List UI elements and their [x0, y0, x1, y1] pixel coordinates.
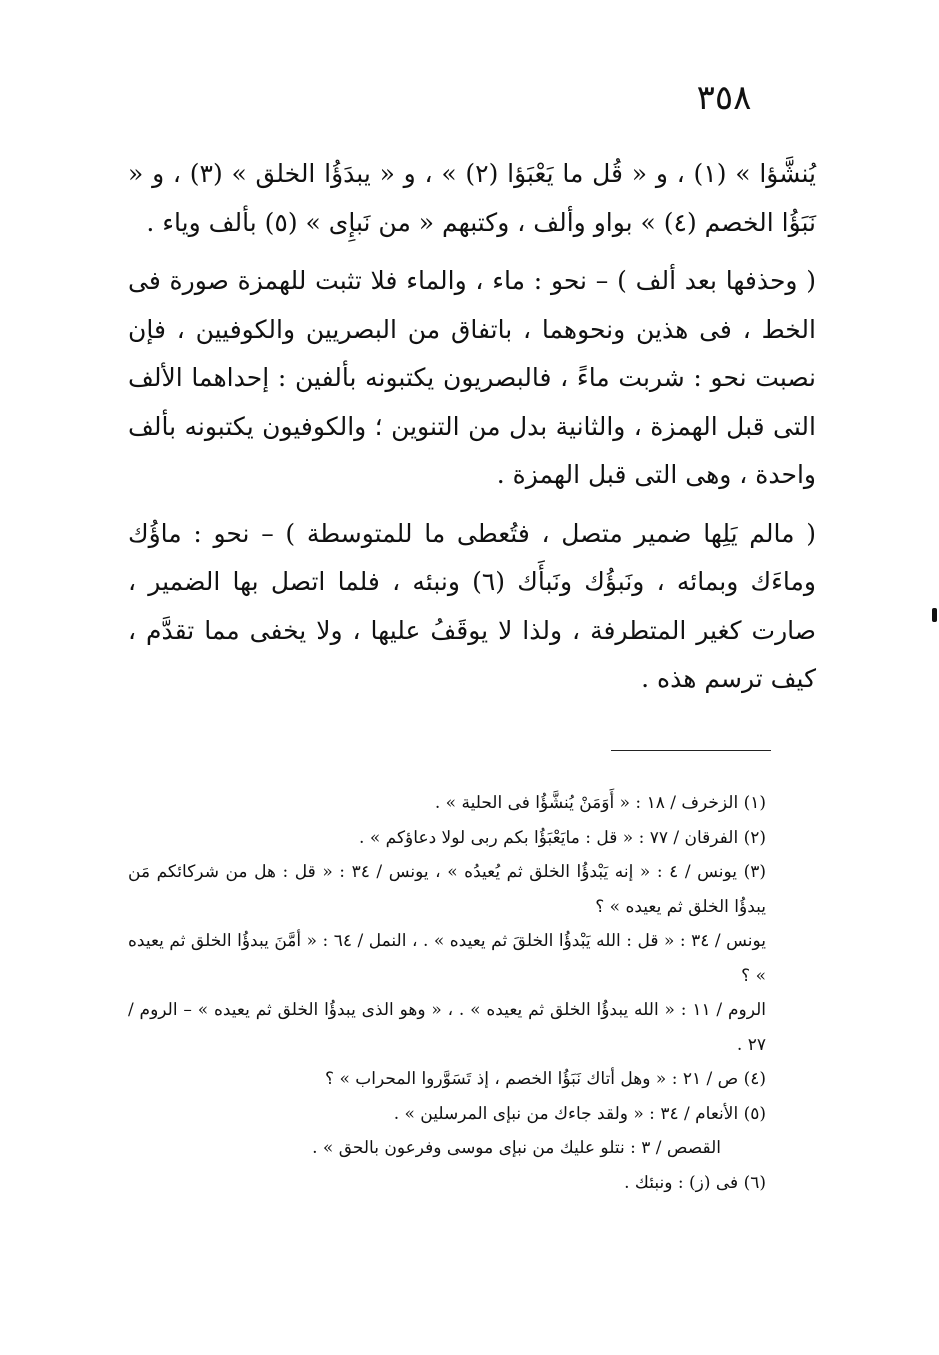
- footnote-2: (٢) الفرقان / ٧٧ : « قل : مايَعْبَؤُا بكم ربى لولا دعاؤكم » .: [359, 827, 766, 848]
- footnote-4: (٤) ص / ٢١ : « وهل أتاك نَبَؤُا الخصم ، إذ تَسَوَّروا المحراب » ؟: [325, 1069, 766, 1089]
- footnote-3-continued: يونس / ٣٤ : « قل : الله يَبْدؤُا الخلقَ ثم يعيده » . ، النمل / ٦٤ : « أمَّنَ يبدؤُا الخلق ثم يعيده » ؟: [128, 931, 766, 986]
- footnotes: [128, 786, 816, 1200]
- paragraph-3: ( مالم يَلِها ضمير متصل ، فتُعطى ما للمتوسطة ) – نحو : ماؤُك وماءَك وبمائه ، ونَبؤُك ونَبأَك (٦) ونبئه ، فلما اتصل بها الضمير ، صارت كغير المتطرفة ، ولذا لا يوقَفُ عليها ، ولا يخفى مما تقدَّم ، كيف ترسم هذه .: [128, 518, 816, 693]
- scan-edge-mark: [932, 608, 937, 622]
- paragraph-2: ( وحذفها بعد ألف ) – نحو : ماء ، والماء فلا تثبت للهمزة صورة فى الخط ، فى هذين ونحوهما ، باتفاق من البصريين والكوفيين ، فإن نصبت نحو : شربت ماءً ، فالبصريون يكتبونه بألفين : إحداهما الألف التى قبل الهمزة ، والثانية بدل من التنوين ؛ والكوفيون يكتبونه بألف واحدة ، وهى التى قبل الهمزة .: [128, 266, 816, 489]
- footnote-3-continued-2: الروم / ١١ : « الله يبدؤُا الخلق ثم يعيده » . ، « وهو الذى يبدؤُا الخلق ثم يعيده » – الروم / ٢٧ .: [128, 1000, 766, 1055]
- main-text: [128, 150, 816, 704]
- footnote-divider: [611, 750, 771, 751]
- footnote-6: (٦) فى (ز) : ونبئك .: [624, 1172, 766, 1193]
- footnote-3: (٣) يونس / ٤ : « إنه يَبْدؤُا الخلق ثم يُعيدُه » ، يونس / ٣٤ : « قل : هل من شركائكم مَن يبدؤُا الخلق ثم يعيده » ؟: [128, 862, 766, 917]
- page-number: ٣٥٨: [696, 78, 752, 118]
- footnote-5-continued: القصص / ٣ : نتلو عليك من نبإى موسى وفرعون بالحق » .: [312, 1138, 721, 1158]
- footnote-5: (٥) الأنعام / ٣٤ : « ولقد جاءك من نبإى المرسلين » .: [393, 1103, 766, 1124]
- footnote-1: (١) الزخرف / ١٨ : « أَوَمَنْ يُنشَّؤُا فى الحلية » .: [434, 793, 766, 813]
- paragraph-1: يُنشَّؤا » (١) ، و « قُل ما يَعْبَؤا (٢) » ، و « يبدَؤُا الخلق » (٣) ، و « نَبَؤُا الخصم (٤) » بواو وألف ، وكتبهم « من نَبإِى » (٥) بألف وياء .: [128, 159, 816, 237]
